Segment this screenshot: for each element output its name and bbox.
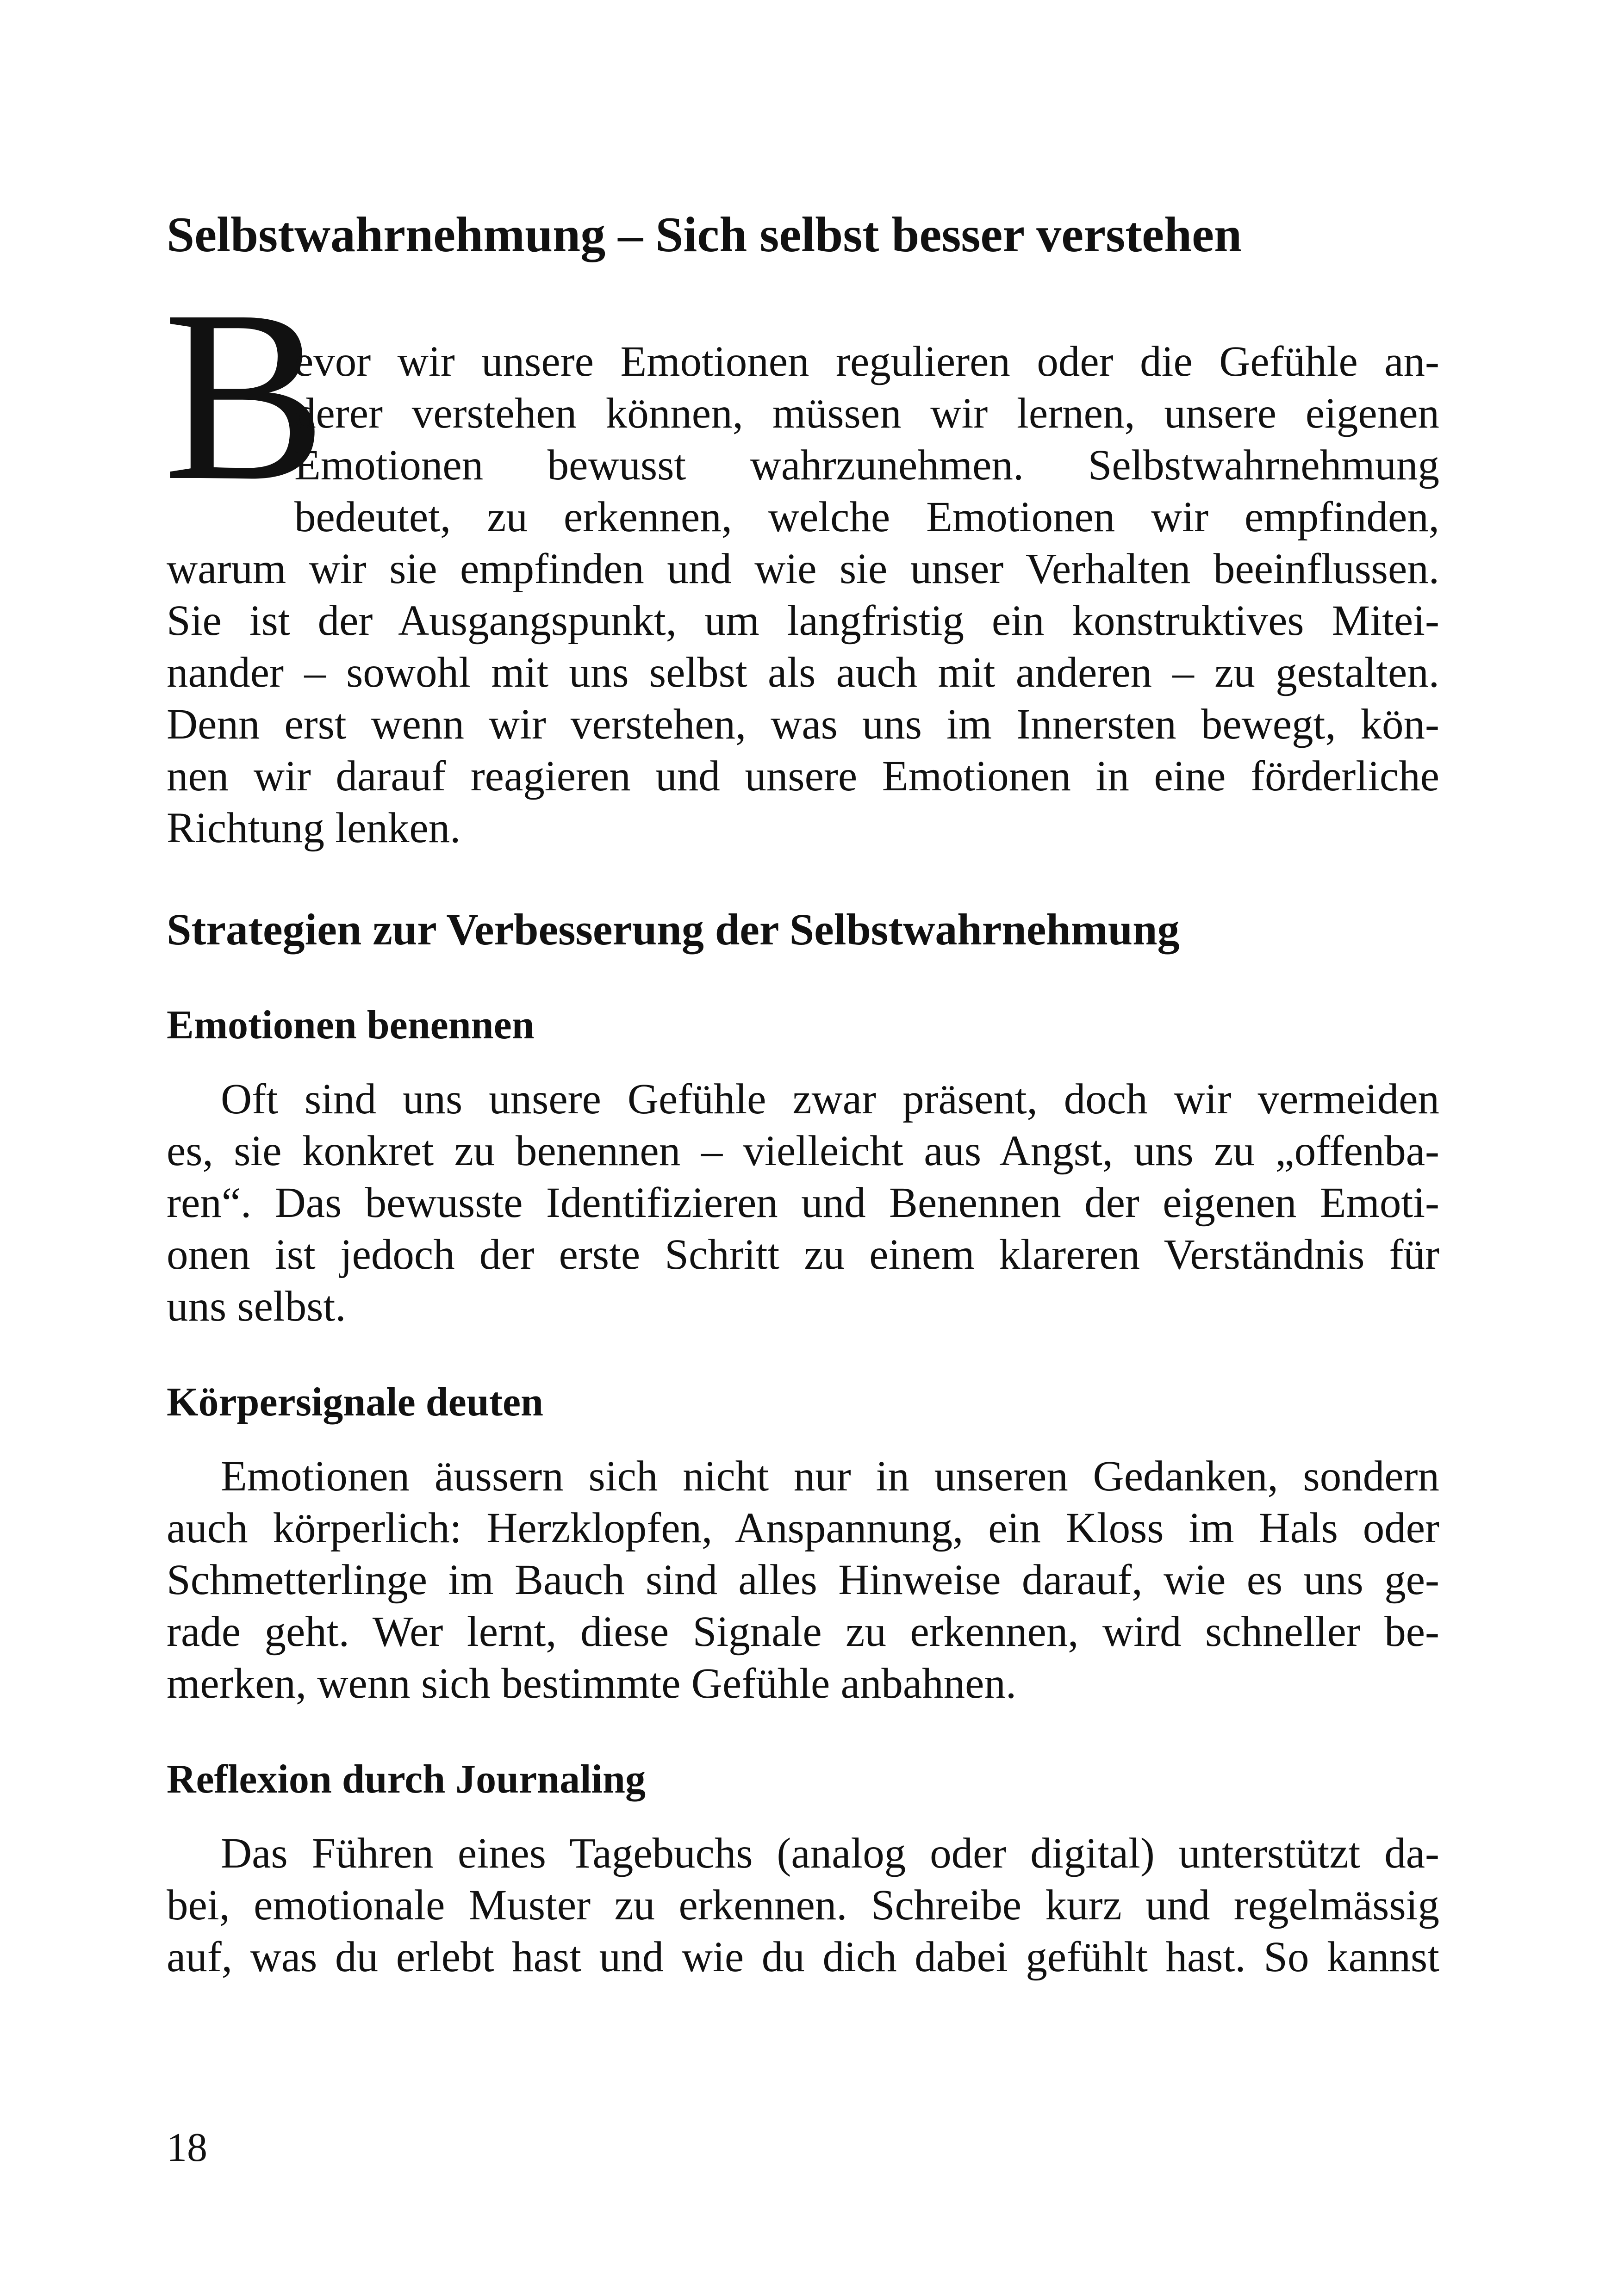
text-line: merken, wenn sich bestimmte Gefühle anbahnen.	[167, 1660, 1017, 1707]
text-line: onen ist jedoch der erste Schritt zu einem klareren Verständnis für	[167, 1231, 1439, 1278]
text-line: es, sie konkret zu benennen – vielleicht aus Angst, uns zu „offenba-	[167, 1127, 1439, 1175]
text-line: warum wir sie empfinden und wie sie unser Verhalten beeinflussen.	[167, 545, 1439, 593]
drop-cap: B	[163, 260, 327, 531]
text-line: Denn erst wenn wir verstehen, was uns im Innersten bewegt, kön-	[167, 701, 1439, 748]
subsection	[167, 999, 1439, 1333]
text-line: nen wir darauf reagieren und unsere Emotionen in eine förderliche	[167, 752, 1439, 800]
text-line: Emotionen bewusst wahrzunehmen. Selbstwahrnehmung	[294, 441, 1439, 489]
page-title: Selbstwahrnehmung – Sich selbst besser verstehen	[167, 207, 1242, 262]
text-line: Richtung lenken.	[167, 804, 461, 852]
text-line: Schmetterlinge im Bauch sind alles Hinweise darauf, wie es uns ge-	[167, 1556, 1439, 1604]
text-line: auch körperlich: Herzklopfen, Anspannung, ein Kloss im Hals oder	[167, 1504, 1439, 1552]
text-line: Emotionen äussern sich nicht nur in unseren Gedanken, sondern	[221, 1452, 1439, 1500]
subsection	[167, 1754, 1439, 1983]
paragraph	[167, 1074, 1439, 1333]
text-line: uns selbst.	[167, 1283, 346, 1330]
subsections	[167, 999, 1439, 1983]
page-body	[167, 336, 1439, 1983]
subsection	[167, 1377, 1439, 1710]
text-line: nander – sowohl mit uns selbst als auch mit anderen – zu gestalten.	[167, 649, 1439, 696]
subsection-heading: Reflexion durch Journaling	[167, 1757, 646, 1802]
section-heading: Strategien zur Verbesserung der Selbstwahrnehmung	[167, 905, 1180, 954]
subsection-heading: Emotionen benennen	[167, 1003, 535, 1048]
subsection-heading: Körpersignale deuten	[167, 1380, 543, 1425]
page-number: 18	[167, 2125, 207, 2170]
text-line: derer verstehen können, müssen wir lernen, unsere eigenen	[294, 390, 1439, 437]
paragraph	[167, 1828, 1439, 1983]
text-line: auf, was du erlebt hast und wie du dich dabei gefühlt hast. So kannst	[167, 1933, 1439, 1981]
paragraph	[167, 1451, 1439, 1710]
text-line: Sie ist der Ausgangspunkt, um langfristig ein konstruktives Mitei-	[167, 597, 1439, 645]
intro-paragraph	[167, 336, 1439, 854]
text-line: ren“. Das bewusste Identifizieren und Benennen der eigenen Emoti-	[167, 1179, 1439, 1227]
text-line: bei, emotionale Muster zu erkennen. Schreibe kurz und regelmässig	[167, 1881, 1439, 1929]
text-line: bedeutet, zu erkennen, welche Emotionen wir empfinden,	[294, 493, 1439, 541]
text-line: rade geht. Wer lernt, diese Signale zu erkennen, wird schneller be-	[167, 1608, 1439, 1656]
text-line: evor wir unsere Emotionen regulieren oder die Gefühle an-	[294, 338, 1439, 385]
text-line: Das Führen eines Tagebuchs (analog oder digital) unterstützt da-	[221, 1830, 1439, 1877]
text-line: Oft sind uns unsere Gefühle zwar präsent, doch wir vermeiden	[221, 1075, 1439, 1123]
